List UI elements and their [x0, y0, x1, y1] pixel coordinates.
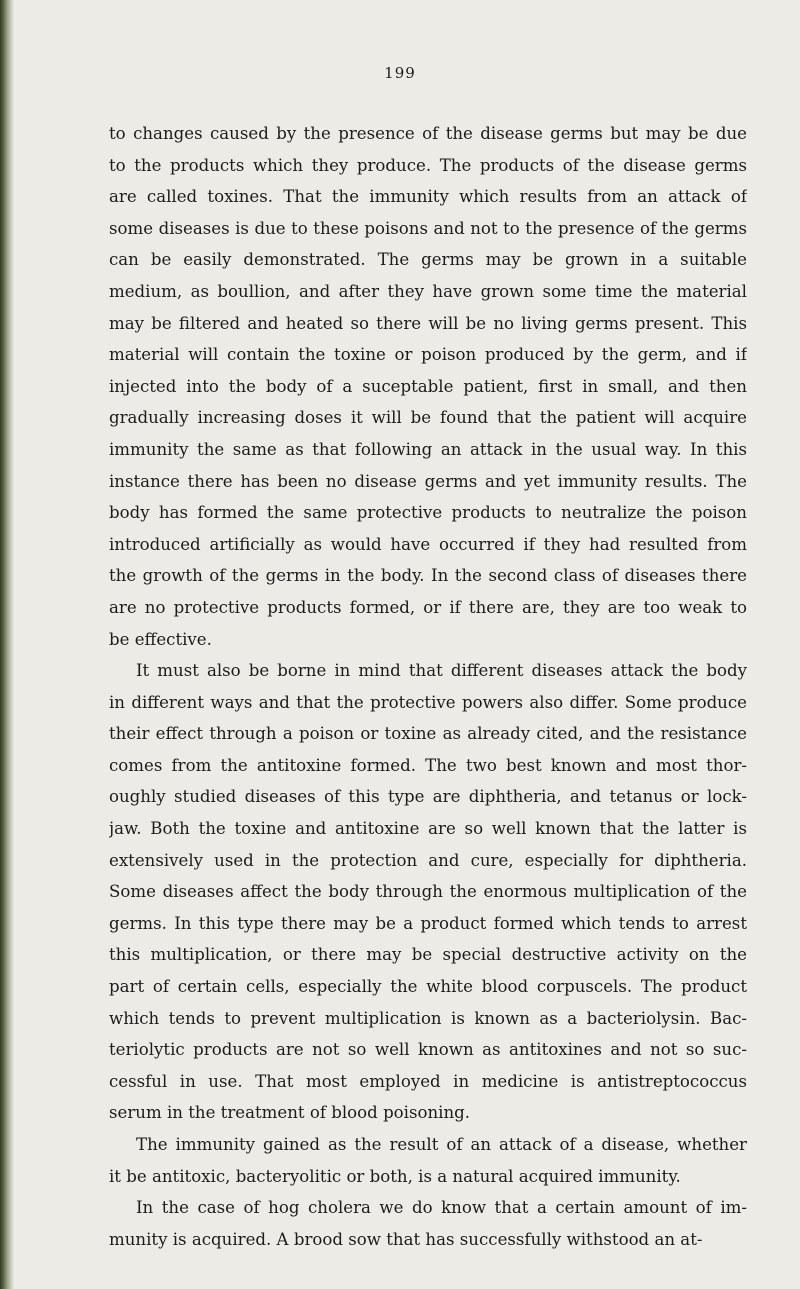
- text-line: instance there has been no disease germs and yet immunity results. The: [109, 471, 747, 491]
- text-line: injected into the body of a suceptable patient, first in small, and then: [109, 376, 747, 396]
- text-line: which tends to prevent multiplication is known as a bacteriolysin. Bac-: [109, 1008, 747, 1028]
- text-line: are called toxines. That the immunity which results from an attack of: [109, 187, 747, 207]
- page-number: 199: [384, 64, 416, 82]
- text-line: gradually increasing doses it will be found that the patient will acquire: [109, 408, 747, 428]
- paragraph: [109, 1192, 747, 1255]
- text-line: oughly studied diseases of this type are diphtheria, and tetanus or lock-: [109, 787, 747, 807]
- text-line: some diseases is due to these poisons and not to the presence of the germs: [109, 218, 747, 238]
- text-line: In the case of hog cholera we do know that a certain amount of im-: [136, 1198, 747, 1218]
- text-line: are no protective products formed, or if there are, they are too weak to: [109, 597, 747, 617]
- text-line: their effect through a poison or toxine as already cited, and the resistance: [109, 724, 747, 744]
- text-line: munity is acquired. A brood sow that has successfully withstood an at-: [109, 1229, 703, 1249]
- paragraph: [109, 1129, 747, 1192]
- book-binding-edge: [0, 0, 14, 1289]
- text-line: germs. In this type there may be a product formed which tends to arrest: [109, 913, 747, 933]
- text-line: immunity the same as that following an attack in the usual way. In this: [109, 439, 747, 459]
- text-line: in different ways and that the protective powers also differ. Some produce: [109, 692, 747, 712]
- text-line: Some diseases affect the body through the enormous multiplication of the: [109, 882, 747, 902]
- paragraph: [109, 655, 747, 1129]
- text-line: medium, as boullion, and after they have grown some time the material: [109, 281, 747, 301]
- text-line: can be easily demonstrated. The germs may be grown in a suitable: [109, 250, 747, 270]
- text-line: to the products which they produce. The products of the disease germs: [109, 155, 747, 175]
- text-line: The immunity gained as the result of an attack of a disease, whether: [136, 1135, 747, 1154]
- text-line: serum in the treatment of blood poisoning.: [109, 1103, 471, 1123]
- text-line: comes from the antitoxine formed. The two best known and most thor-: [109, 755, 747, 775]
- text-line: material will contain the toxine or poison produced by the germ, and if: [109, 345, 747, 365]
- text-line: introduced artificially as would have occurred if they had resulted from: [109, 534, 747, 554]
- text-line: be effective.: [109, 629, 212, 649]
- text-line: may be filtered and heated so there will be no living germs present. This: [109, 313, 747, 333]
- text-line: It must also be borne in mind that different diseases attack the body: [136, 661, 747, 681]
- text-line: cessful in use. That most employed in medicine is antistreptococcus: [109, 1071, 747, 1091]
- page-body-text: [109, 118, 747, 1255]
- text-line: jaw. Both the toxine and antitoxine are so well known that the latter is: [109, 819, 747, 839]
- text-line: part of certain cells, especially the white blood corpuscels. The product: [109, 977, 747, 997]
- text-line: it be antitoxic, bacteryolitic or both, is a natural acquired immunity.: [109, 1166, 681, 1186]
- text-line: body has formed the same protective products to neutralize the poison: [109, 503, 747, 523]
- text-line: teriolytic products are not so well known as antitoxines and not so suc-: [109, 1040, 747, 1060]
- text-line: to changes caused by the presence of the disease germs but may be due: [109, 124, 747, 143]
- paragraph: [109, 118, 747, 655]
- text-line: the growth of the germs in the body. In the second class of diseases there: [109, 566, 747, 586]
- text-line: extensively used in the protection and cure, especially for diphtheria.: [109, 850, 747, 870]
- text-line: this multiplication, or there may be special destructive activity on the: [109, 945, 747, 965]
